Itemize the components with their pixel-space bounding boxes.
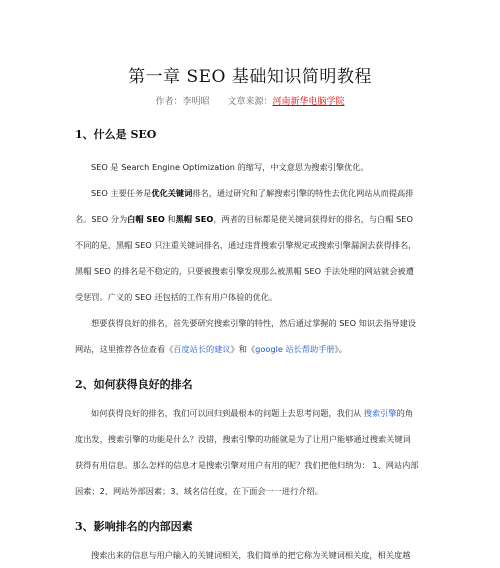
paragraph-line: 受惩罚。广义的 SEO 还包括的工作有用户体验的优化。 <box>75 292 278 302</box>
bold-term: 黑帽 SEO <box>175 214 214 224</box>
paragraph-line: 想要获得良好的排名，首先要研究搜索引擎的特性，然后通过掌握的 SEO 知识去指导建设 <box>91 318 416 328</box>
section-heading-3: 3、影响排名的内部因素 <box>75 520 193 533</box>
baidu-guide-link[interactable]: 百度站长的建议 <box>173 344 231 354</box>
paragraph-line: 不同的是，黑帽 SEO 只注重关键词排名，通过违背搜索引擎规定或搜索引擎漏洞去获得排名， <box>75 240 417 250</box>
bold-term: 优化关键词 <box>151 188 193 198</box>
paragraph-line: 度出发，搜索引擎的功能是什么？没错，搜索引擎的功能就是为了让用户能够通过搜索关键词 <box>75 434 411 444</box>
source-link[interactable]: 河南新华电脑学院 <box>272 97 345 107</box>
paragraph-line: 网站，这里推荐各位查看《百度站长的建议》和《google 站长帮助手册》。 <box>75 344 347 354</box>
author: 作者：李明昭 <box>155 97 210 107</box>
paragraph-line: 如何获得良好的排名，我们可以回归到最根本的问题上去思考问题，我们从 搜索引擎的角 <box>91 408 413 418</box>
paragraph-line: SEO 是 Search Engine Optimization 的缩写，中文意思为搜索引擎优化。 <box>91 162 369 172</box>
section-heading-1: 1、什么是 SEO <box>75 128 157 141</box>
paragraph-line: 名。SEO 分为白帽 SEO 和黑帽 SEO，两者的目标都是使关键词获得好的排名，与白帽 SEO <box>75 214 413 224</box>
section-2-body <box>75 400 427 504</box>
bold-term: 白帽 SEO <box>127 214 165 224</box>
paragraph-line: 获得有用信息。那么怎样的信息才是搜索引擎对用户有用的呢？我们把他归纳为： 1、网站内部 <box>75 460 419 470</box>
source-label: 文章来源： <box>227 97 273 107</box>
paragraph-line: 黑帽 SEO 的排名是不稳定的，只要被搜索引擎发现那么被黑帽 SEO 手法处理的网站就会被遭 <box>75 266 414 276</box>
paragraph-line: SEO 主要任务是优化关键词排名，通过研究和了解搜索引擎的特性去优化网站从而提高排 <box>91 188 414 198</box>
page-title: 第一章 SEO 基础知识简明教程 <box>128 67 372 87</box>
article-meta <box>0 94 500 107</box>
paragraph-line: 因素；2、网站外部因素；3、域名信任度，在下面会一一进行介绍。 <box>75 486 323 496</box>
google-guide-link[interactable]: google 站长帮助手册 <box>255 344 335 354</box>
section-3-body <box>75 542 427 568</box>
section-1-body <box>75 154 427 362</box>
search-engine-link[interactable]: 搜索引擎 <box>363 408 397 418</box>
section-heading-2: 2、如何获得良好的排名 <box>75 378 193 391</box>
paragraph-line: 搜索出来的信息与用户输入的关键词相关，我们简单的把它称为关键词相关度，相关度越 <box>91 550 411 560</box>
